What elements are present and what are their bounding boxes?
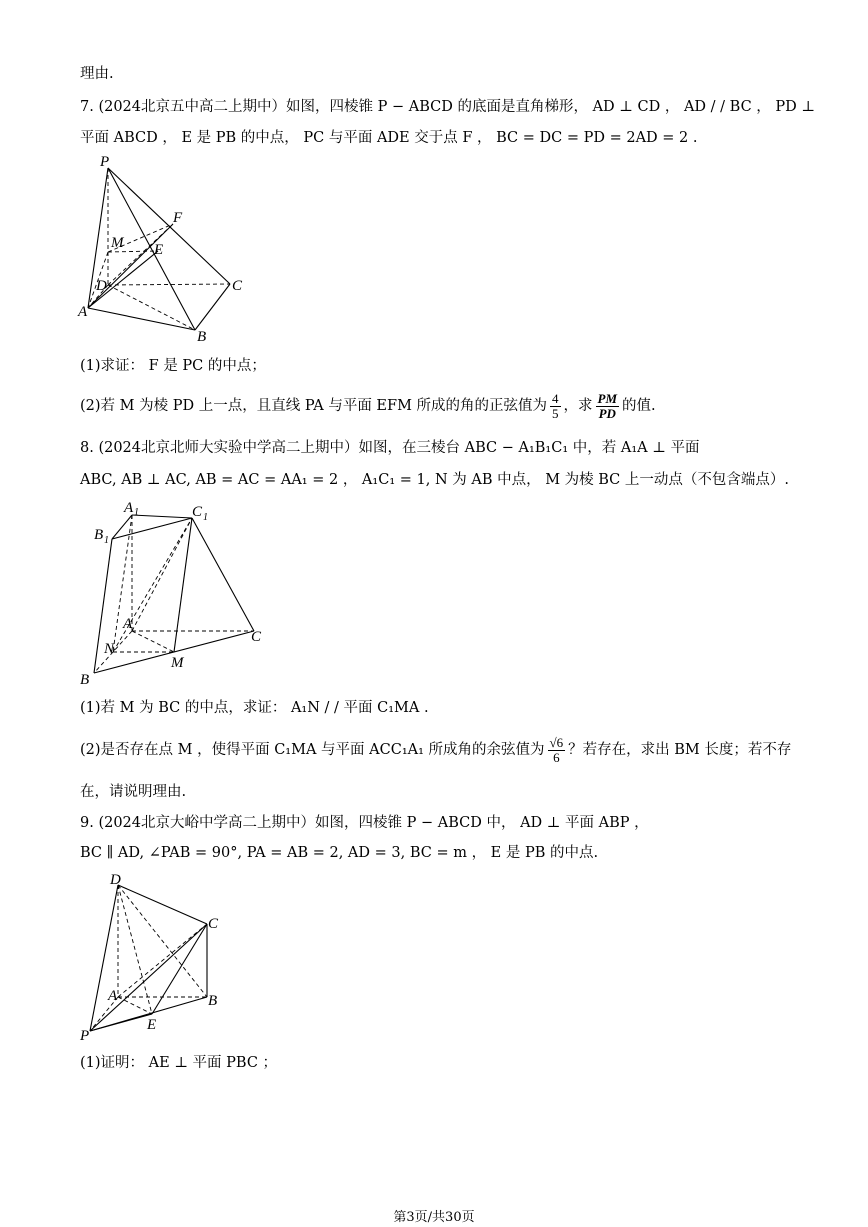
problem-7-part-2 <box>80 388 656 424</box>
text-span: ，求 <box>563 398 593 414</box>
figure-8-frustum <box>72 495 272 690</box>
label-P: P <box>100 154 110 170</box>
problem-8-part-2 <box>80 730 791 770</box>
text-line: 在，请说明理由. <box>80 784 187 800</box>
problem-7-header: 7. (2024北京五中高二上期中）如图，四棱锥 P − ABCD 的底面是直角梯形， AD ⊥ CD ， AD / / BC ， PD ⊥ <box>80 99 816 115</box>
fraction-den: 6 <box>553 749 560 765</box>
problem-7-part-1: (1)求证： F 是 PC 的中点； <box>80 358 266 374</box>
text-span: (2)若 M 为棱 PD 上一点，且直线 PA 与平面 EFM 所成的角的正弦值为 <box>80 398 548 414</box>
fraction-num: √6 <box>549 734 564 750</box>
label-C: C <box>208 916 219 932</box>
text-line: 理由. <box>80 66 114 82</box>
label-C1: C <box>192 504 203 520</box>
text-line: BC ∥ AD, ∠PAB = 90°, PA = AB = 2, AD = 3, BC = m ， E 是 PB 的中点. <box>80 845 599 861</box>
page-footer: 第3页/共30页 <box>393 1210 475 1225</box>
fraction-num: PM <box>597 390 618 406</box>
label-A: A <box>108 988 118 1004</box>
label-P: P <box>80 1028 90 1043</box>
label-A1: A <box>124 500 134 516</box>
label-F: F <box>173 210 183 226</box>
text-span: (2)是否存在点 M ，使得平面 C₁MA 与平面 ACC₁A₁ 所成角的余弦值为 <box>80 742 545 758</box>
label-E: E <box>154 242 164 258</box>
fraction-pm-pd <box>596 392 620 421</box>
problem-8-header: 8. (2024北京北师大实验中学高二上期中）如图，在三棱台 ABC − A₁B₁C₁ 中，若 A₁A ⊥ 平面 <box>80 440 700 456</box>
text-span: ？若存在，求出 BM 长度；若不存 <box>568 742 792 758</box>
label-D: D <box>110 872 121 888</box>
fraction-sqrt6-6 <box>548 736 566 765</box>
label-D: D <box>96 278 107 294</box>
fraction-den: PD <box>598 405 616 421</box>
figure-7-pyramid <box>70 150 260 350</box>
fraction-num: 4 <box>552 390 559 406</box>
label-B: B <box>208 993 218 1009</box>
problem-9-header: 9. (2024北京大峪中学高二上期中）如图，四棱锥 P − ABCD 中， AD ⊥ 平面 ABP ， <box>80 815 649 831</box>
problem-8-part-1: (1)若 M 为 BC 的中点，求证： A₁N / / 平面 C₁MA . <box>80 700 429 716</box>
fraction-den: 5 <box>552 405 559 421</box>
label-M: M <box>171 655 184 671</box>
label-B1-sub: 1 <box>104 535 109 546</box>
figure-9-pyramid <box>72 868 242 1043</box>
label-A: A <box>123 616 133 632</box>
label-B: B <box>197 329 207 345</box>
text-line: 平面 ABCD ， E 是 PB 的中点， PC 与平面 ADE 交于点 F ， BC = DC = PD = 2AD = 2 . <box>80 130 698 146</box>
label-E: E <box>147 1017 157 1033</box>
label-B1: B <box>94 527 104 543</box>
text-line: ABC, AB ⊥ AC, AB = AC = AA₁ = 2 ， A₁C₁ = 1, N 为 AB 中点， M 为棱 BC 上一动点（不包含端点）. <box>80 472 789 488</box>
fraction-4-5 <box>550 392 561 421</box>
label-A1-sub: 1 <box>134 507 139 518</box>
label-M: M <box>111 235 124 251</box>
label-C: C <box>232 278 243 294</box>
text-span: 的值. <box>622 398 656 414</box>
label-A: A <box>78 304 88 320</box>
label-N: N <box>104 641 115 657</box>
label-B: B <box>80 672 90 688</box>
label-C1-sub: 1 <box>203 512 208 523</box>
problem-9-part-1: (1)证明： AE ⊥ 平面 PBC ； <box>80 1055 278 1071</box>
label-C: C <box>251 629 262 645</box>
